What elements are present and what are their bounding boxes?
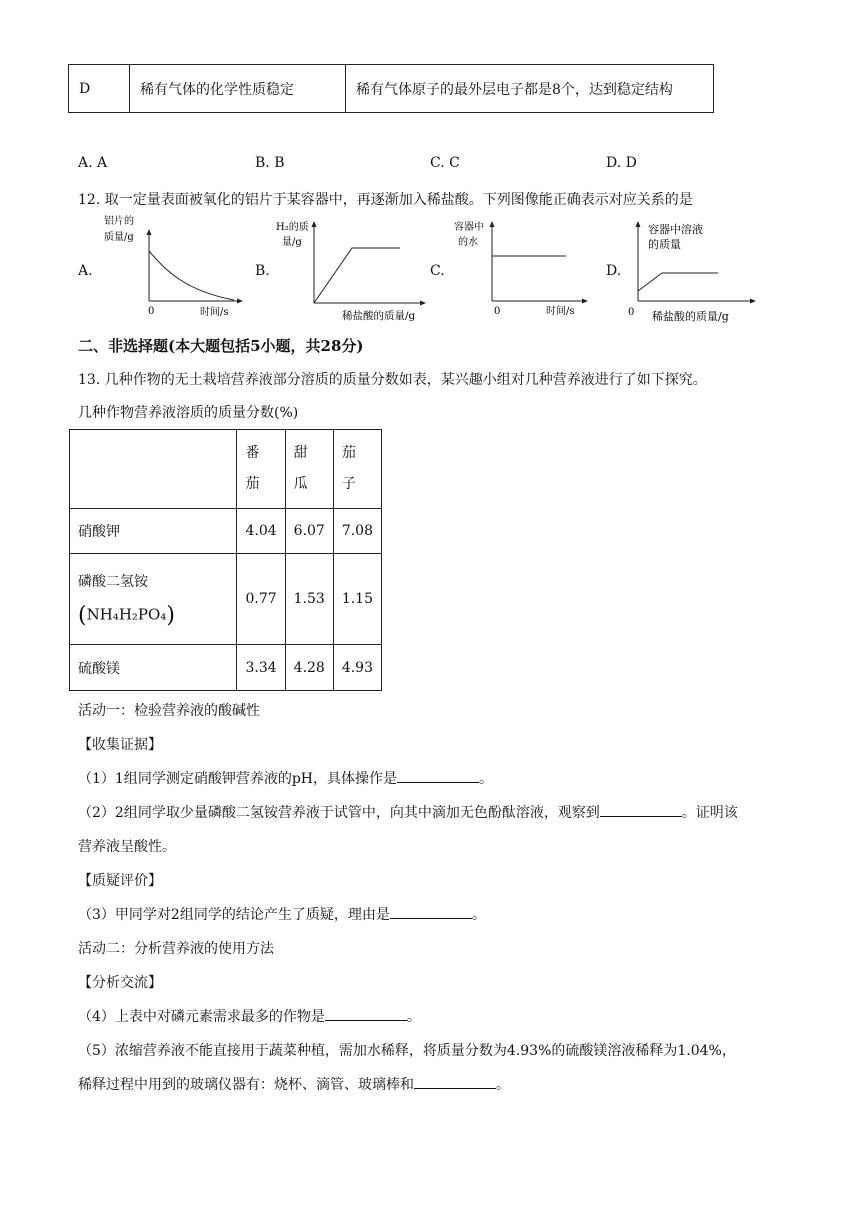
answer-blank-2[interactable] xyxy=(600,802,682,817)
graph-c-ylabel-1: 容器中 xyxy=(454,222,484,233)
graph-d-xlabel: 稀盐酸的质量/g xyxy=(652,310,729,323)
graph-c-origin: 0 xyxy=(494,306,501,317)
graph-a-origin: 0 xyxy=(148,306,155,317)
cell-value: 6.07 xyxy=(285,509,333,554)
graph-letter-d: D. xyxy=(606,263,622,279)
graph-a-ylabel-2: 质量/g xyxy=(104,232,134,243)
answer-blank-4[interactable] xyxy=(325,1006,407,1021)
cell-value: 3.34 xyxy=(237,645,285,691)
answer-blank-5[interactable] xyxy=(414,1074,496,1089)
graph-a-xlabel: 时间/s xyxy=(200,307,229,318)
cell-value: 7.08 xyxy=(333,509,381,554)
answer-blank-3[interactable] xyxy=(390,904,472,919)
graph-d-line xyxy=(638,273,718,291)
graph-a-ylabel-1: 铝片的 xyxy=(104,216,134,227)
graph-c-y-arrow xyxy=(490,221,495,227)
section-title: 二、非选择题(本大题包括5小题，共28分) xyxy=(78,337,364,355)
cell-value: 1.15 xyxy=(333,554,381,645)
answer-blank-1[interactable] xyxy=(397,768,479,783)
graph-d-origin: 0 xyxy=(628,307,635,318)
col-header-melon: 甜 瓜 xyxy=(285,430,333,509)
option-c: C. C xyxy=(430,155,460,171)
table-row xyxy=(70,554,382,645)
table-caption: 几种作物营养液溶质的质量分数(%) xyxy=(78,405,299,421)
graph-c xyxy=(446,213,596,325)
graph-b-ylabel-2: 量/g xyxy=(282,237,302,248)
graph-b-x-arrow xyxy=(420,301,426,306)
graph-d-y-arrow xyxy=(636,221,641,227)
graph-a-y-arrow xyxy=(147,229,152,235)
graph-d-ylabel-1: 容器中溶液 xyxy=(648,223,703,236)
col-header-eggplant: 茄 子 xyxy=(333,430,381,509)
graph-b-xlabel: 稀盐酸的质量/g xyxy=(342,310,416,322)
row-name: 硝酸钾 xyxy=(70,509,237,554)
graph-letter-a: A. xyxy=(78,263,93,279)
question-2-cont: 营养液呈酸性。 xyxy=(78,839,176,855)
question-4: （4）上表中对磷元素需求最多的作物是 。 xyxy=(78,1006,421,1026)
chemical-formula: (NH₄H₂PO₄) xyxy=(78,602,175,628)
table-row xyxy=(70,509,382,554)
question-5-cont: 稀释过程中用到的玻璃仪器有：烧杯、滴管、玻璃棒和 。 xyxy=(78,1074,510,1094)
row-name-with-formula xyxy=(70,554,237,645)
phenomenon-cell: 稀有气体的化学性质稳定 xyxy=(130,65,346,113)
question-2: （2）2组同学取少量磷酸二氢铵营养液于试管中，向其中滴加无色酚酞溶液，观察到 。证明该 xyxy=(78,802,738,822)
graph-letter-b: B. xyxy=(255,263,270,279)
activity-one: 活动一：检验营养液的酸碱性 xyxy=(78,703,260,719)
graph-d xyxy=(622,213,782,325)
table-row xyxy=(70,645,382,691)
q12-stem: 12. 取一定量表面被氧化的铝片于某容器中，再逐渐加入稀盐酸。下列图像能正确表示对应关系的是 xyxy=(78,192,693,208)
cell-value: 4.04 xyxy=(237,509,285,554)
graph-b-y-arrow xyxy=(312,221,317,227)
graph-b-line xyxy=(314,248,400,303)
table-corner xyxy=(70,430,237,509)
activity-two: 活动二：分析营养液的使用方法 xyxy=(78,941,274,957)
question-3: （3）甲同学对2组同学的结论产生了质疑，理由是 。 xyxy=(78,904,486,924)
analysis-heading: 【分析交流】 xyxy=(78,975,162,991)
row-name: 磷酸二氢铵 xyxy=(78,573,148,590)
nutrient-table xyxy=(69,429,382,691)
option-a: A. A xyxy=(78,155,108,171)
graph-c-xlabel: 时间/s xyxy=(546,306,575,317)
collect-evidence-heading: 【收集证据】 xyxy=(78,737,162,753)
col-header-tomato: 番 茄 xyxy=(237,430,285,509)
question-5: （5）浓缩营养液不能直接用于蔬菜种植，需加水稀释，将质量分数为4.93%的硫酸镁溶液稀释为1.04%， xyxy=(78,1043,736,1059)
cell-value: 1.53 xyxy=(285,554,333,645)
q13-stem: 13. 几种作物的无土栽培营养液部分溶质的质量分数如表，某兴趣小组对几种营养液进行了如下探究。 xyxy=(78,372,707,388)
graph-letter-c: C. xyxy=(430,263,445,279)
option-b: B. B xyxy=(255,155,285,171)
answer-table-row-d xyxy=(68,64,714,113)
graph-b xyxy=(272,213,432,325)
cell-value: 0.77 xyxy=(237,554,285,645)
graph-c-x-arrow xyxy=(582,299,588,304)
graph-b-ylabel-1: H₂的质 xyxy=(276,222,309,233)
row-label: D xyxy=(69,65,130,113)
graph-a-x-arrow xyxy=(237,299,243,304)
cell-value: 4.93 xyxy=(333,645,381,691)
cell-value: 4.28 xyxy=(285,645,333,691)
graph-d-ylabel-2: 的质量 xyxy=(648,238,681,251)
question-1: （1）1组同学测定硝酸钾营养液的pH，具体操作是 。 xyxy=(78,768,493,788)
row-name: 硫酸镁 xyxy=(70,645,237,691)
option-d: D. D xyxy=(606,155,637,171)
question-eval-heading: 【质疑评价】 xyxy=(78,873,162,889)
graph-d-x-arrow xyxy=(750,299,756,304)
explanation-cell: 稀有气体原子的最外层电子都是8个，达到稳定结构 xyxy=(346,65,714,113)
graph-c-ylabel-2: 的水 xyxy=(458,237,478,248)
graph-a xyxy=(96,213,246,325)
graph-a-curve xyxy=(149,251,234,300)
